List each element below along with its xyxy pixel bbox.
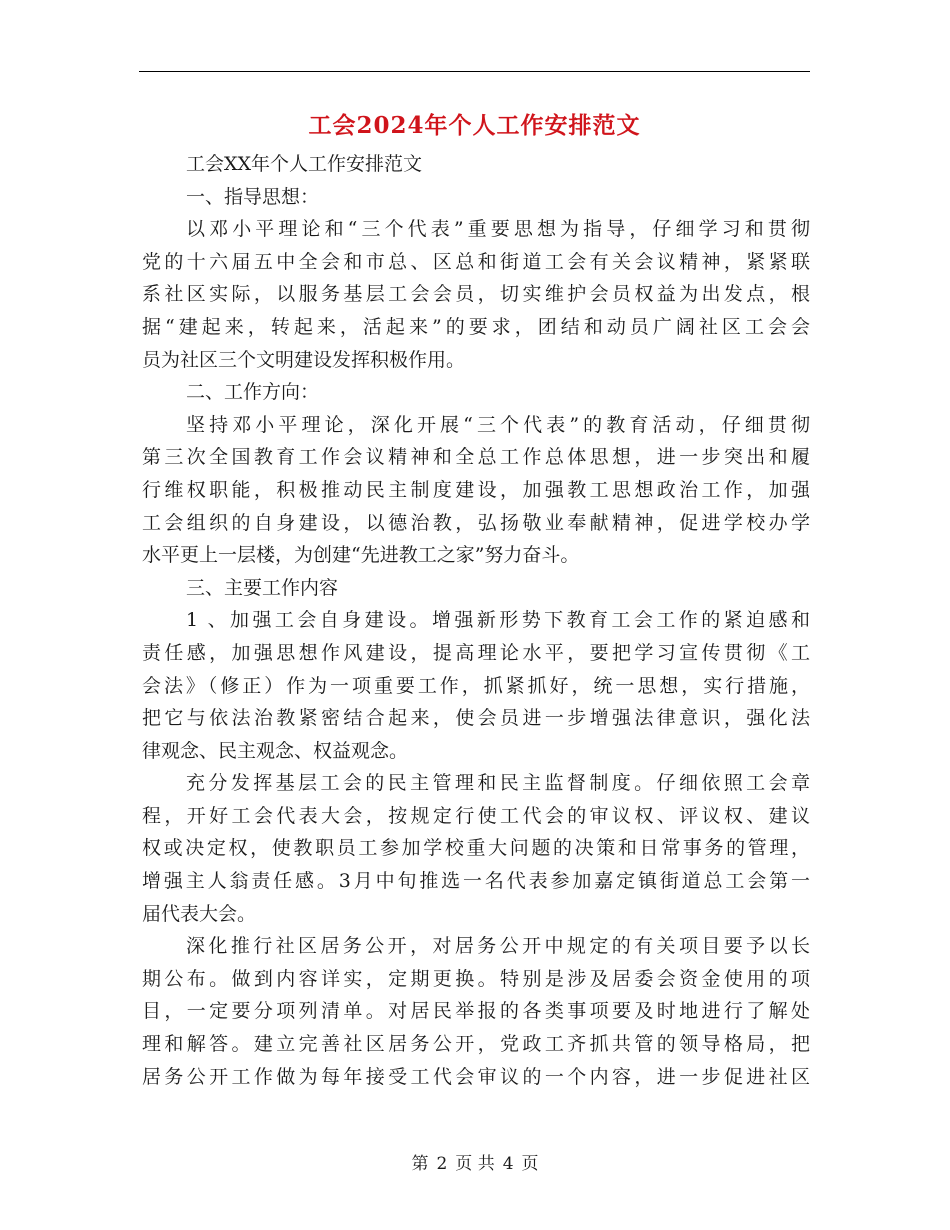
page-footer (0, 1152, 950, 1176)
text-line: 第三次全国教育工作会议精神和全总工作总体思想，进一步突出和履 (142, 446, 810, 469)
current-page-number: 2 (436, 1154, 448, 1174)
document-body (142, 148, 810, 1093)
text-line: 1 、加强工会自身建设。增强新形势下教育工会工作的紧迫感和 (186, 609, 810, 632)
header-rule (139, 71, 810, 72)
footer-suffix: 页 (521, 1154, 539, 1174)
text-line: 理和解答。建立完善社区居务公开，党政工齐抓共管的领导格局，把 (142, 1033, 810, 1056)
footer-prefix: 第 (411, 1154, 429, 1174)
text-line: 权或决定权，使教职员工参加学校重大问题的决策和日常事务的管理， (142, 837, 810, 860)
text-line: 居务公开工作做为每年接受工代会审议的一个内容，进一步促进社区 (142, 1065, 810, 1088)
text-line: 以邓小平理论和“三个代表”重要思想为指导，仔细学习和贯彻 (186, 218, 810, 241)
text-line: 律观念、民主观念、权益观念。 (142, 739, 409, 762)
text-line: 一、指导思想： (186, 185, 320, 208)
text-line: 目，一定要分项列清单。对居民举报的各类事项要及时地进行了解处 (142, 1000, 810, 1023)
text-line: 据“建起来，转起来，活起来”的要求，团结和动员广阔社区工会会 (142, 315, 810, 338)
total-page-count: 4 (502, 1154, 514, 1174)
text-line: 届代表大会。 (142, 902, 257, 925)
text-line: 坚持邓小平理论，深化开展“三个代表”的教育活动，仔细贯彻 (186, 413, 810, 436)
text-line: 员为社区三个文明建设发挥积极作用。 (142, 348, 466, 371)
text-line: 工会XX年个人工作安排范文 (186, 153, 423, 175)
text-line: 深化推行社区居务公开，对居务公开中规定的有关项目要予以长 (186, 935, 810, 958)
text-line: 水平更上一层楼，为创建“先进教工之家”努力奋斗。 (142, 544, 580, 567)
text-line: 责任感，加强思想作风建设，提高理论水平，要把学习宣传贯彻《工 (142, 641, 810, 664)
text-line: 系社区实际，以服务基层工会会员，切实维护会员权益为出发点，根 (142, 283, 810, 306)
text-line: 把它与依法治教紧密结合起来，使会员进一步增强法律意识，强化法 (142, 707, 810, 730)
text-line: 三、主要工作内容 (186, 576, 339, 599)
text-line: 行维权职能，积极推动民主制度建设，加强教工思想政治工作，加强 (142, 478, 810, 501)
text-line: 充分发挥基层工会的民主管理和民主监督制度。仔细依照工会章 (186, 772, 810, 795)
document-title: 工会2024年个人工作安排范文 (308, 112, 641, 139)
text-line: 工会组织的自身建设，以德治教，弘扬敬业奉献精神，促进学校办学 (142, 511, 810, 534)
text-line: 党的十六届五中全会和市总、区总和街道工会有关会议精神，紧紧联 (142, 250, 810, 273)
text-line: 二、工作方向： (186, 381, 320, 404)
footer-middle: 页 共 (455, 1154, 495, 1174)
text-line: 期公布。做到内容详实，定期更换。特别是涉及居委会资金使用的项 (142, 967, 810, 990)
text-line: 增强主人翁责任感。3月中旬推选一名代表参加嘉定镇街道总工会第一 (142, 870, 810, 893)
text-line: 程，开好工会代表大会，按规定行使工代会的审议权、评议权、建议 (142, 804, 810, 827)
text-line: 会法》（修正）作为一项重要工作，抓紧抓好，统一思想，实行措施， (142, 674, 810, 697)
